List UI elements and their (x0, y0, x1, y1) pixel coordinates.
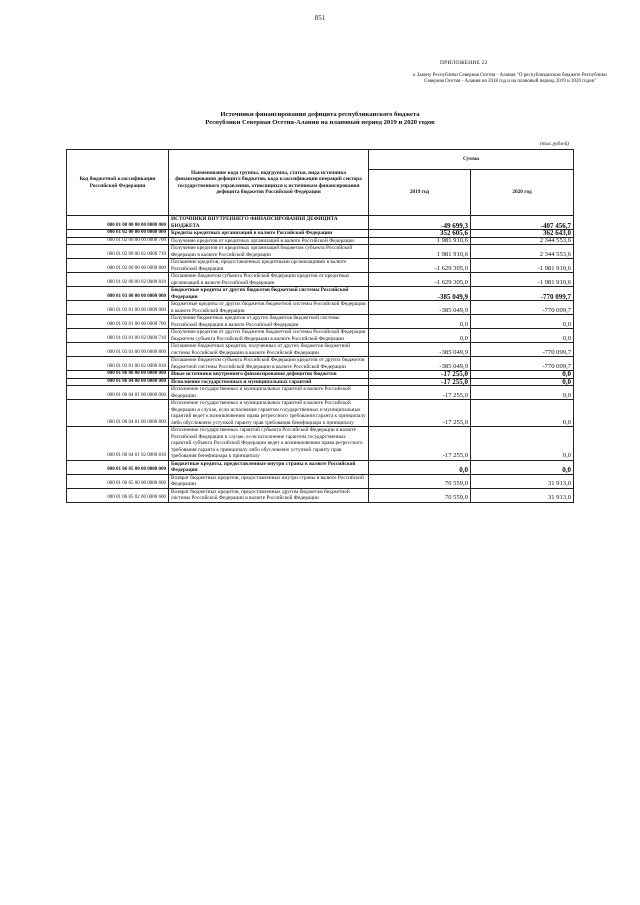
page-number: 851 (314, 14, 326, 22)
row-value-2019: 70 559,0 (369, 488, 471, 502)
header-name: Наименование кода группы, подгруппы, статьи, вида источника финансирования дефицита бюджетов, кода классификации операций сектора государственного управления, относящихся к источникам финансирования дефицита бюджетов Российской Федерации (169, 150, 369, 216)
row-name: Исполнение государственных и муниципальных гарантий (169, 378, 369, 386)
table-row (67, 287, 574, 301)
row-value-2020: 0,0 (471, 386, 574, 400)
row-code: 000 01 03 01 00 00 0000 700 (67, 315, 169, 329)
row-name: Возврат бюджетных кредитов, предоставленных другим бюджетам бюджетной системы Российской Федерации в валюте Российской Федерации (169, 488, 369, 502)
table-row (67, 343, 574, 357)
row-value-2020: -1 981 910,6 (471, 259, 574, 273)
row-name: Исполнение государственных и муниципальных гарантий в валюте Российской Федерации (169, 386, 369, 400)
row-name: Погашение бюджетных кредитов, полученных от других бюджетов бюджетной системы Российской Федерации в валюте Российской Федерации (169, 343, 369, 357)
row-value-2019: 0,0 (369, 329, 471, 343)
table-row (67, 378, 574, 386)
row-value-2019: 70 559,0 (369, 474, 471, 488)
table-row (67, 245, 574, 259)
row-name: Получение кредитов от кредитных организаций в валюте Российской Федерации (169, 237, 369, 245)
row-value-2019: 1 981 910,6 (369, 237, 471, 245)
row-name: Получение бюджетных кредитов от других бюджетов бюджетной системы Российской Федерации в валюте Российской Федерации (169, 315, 369, 329)
row-code: 000 01 02 00 00 00 0000 000 (67, 230, 169, 238)
row-code: 000 01 06 05 00 00 0000 600 (67, 474, 169, 488)
financing-sources-table (66, 149, 574, 503)
row-value-2019: -17 255,0 (369, 386, 471, 400)
row-name: Погашение кредитов, предоставленных кредитными организациями в валюте Российской Федерации (169, 259, 369, 273)
row-code: 000 01 06 05 02 00 0000 600 (67, 488, 169, 502)
row-value-2020: 2 344 553,6 (471, 245, 574, 259)
row-value-2019: -385 049,9 (369, 357, 471, 371)
row-code: 000 01 06 04 00 00 0000 000 (67, 378, 169, 386)
row-value-2020: 2 344 553,6 (471, 237, 574, 245)
table-row (67, 400, 574, 427)
row-name: ИСТОЧНИКИ ВНУТРЕННЕГО ФИНАНСИРОВАНИЯ ДЕФИЦИТА БЮДЖЕТА (169, 216, 369, 230)
table-row (67, 259, 574, 273)
row-name: Погашение бюджетом субъекта Российской Федерации кредитов от других бюджетов бюджетной системы Российской Федерации в валюте Российской Федерации (169, 357, 369, 371)
row-value-2019: 0,0 (369, 315, 471, 329)
row-value-2019: -49 699,3 (369, 216, 471, 230)
row-value-2019: -17 255,0 (369, 378, 471, 386)
row-value-2020: -770 099,7 (471, 287, 574, 301)
table-row (67, 329, 574, 343)
row-value-2020: -770 099,7 (471, 357, 574, 371)
row-value-2020: -770 099,7 (471, 301, 574, 315)
row-value-2020: 0,0 (471, 329, 574, 343)
row-name: Бюджетные кредиты от других бюджетов бюджетной системы Российской Федерации (169, 287, 369, 301)
row-code: 000 01 02 00 00 02 0000 710 (67, 245, 169, 259)
table-row (67, 386, 574, 400)
units-label: (тыс.рублей) (540, 141, 569, 147)
row-value-2019: -385 049,9 (369, 343, 471, 357)
row-code: 000 01 00 00 00 00 0000 000 (67, 216, 169, 230)
row-value-2019: 352 605,6 (369, 230, 471, 238)
row-value-2019: -17 255,0 (369, 427, 471, 461)
row-value-2020: 31 913,0 (471, 488, 574, 502)
row-value-2019: -17 255,0 (369, 400, 471, 427)
law-reference: к Закону Республики Северная Осетия - Алания "О республиканском бюджете Республики Северная Осетия - Алания на 2018 год и на плановый период 2019 и 2020 годов" (413, 73, 607, 85)
header-sum: Сумма (369, 150, 574, 170)
row-code: 000 01 06 04 01 02 0000 810 (67, 427, 169, 461)
row-value-2019: -385 049,9 (369, 301, 471, 315)
table-row (67, 474, 574, 488)
row-code: 000 01 06 04 01 00 0000 000 (67, 386, 169, 400)
row-value-2020: -407 456,7 (471, 216, 574, 230)
row-name: Погашение бюджетом субъекта Российской Федерации кредитов от кредитных организаций в валюте Российской Федерации (169, 273, 369, 287)
row-name: Получение кредитов от других бюджетов бюджетной системы Российской Федерации бюджетом субъекта Российской Федерации в валюте Российской Федерации (169, 329, 369, 343)
row-value-2020: 0,0 (471, 371, 574, 379)
table-row (67, 371, 574, 379)
row-code: 000 01 03 00 00 00 0000 000 (67, 287, 169, 301)
row-value-2020: 0,0 (471, 315, 574, 329)
header-year-2020: 2020 год (471, 170, 574, 216)
row-code: 000 01 06 00 00 00 0000 000 (67, 371, 169, 379)
row-code: 000 01 02 00 00 02 0000 810 (67, 273, 169, 287)
row-value-2019: 0,0 (369, 460, 471, 474)
header-year-2019: 2019 год (369, 170, 471, 216)
row-name: Бюджетные кредиты от других бюджетов бюджетной системы Российской Федерации в валюте Российской Федерации (169, 301, 369, 315)
row-value-2019: -17 255,0 (369, 371, 471, 379)
title-line-1: Источники финансирования дефицита республиканского бюджета (220, 111, 420, 118)
row-value-2020: -770 099,7 (471, 343, 574, 357)
appendix-label: ПРИЛОЖЕНИЕ 22 (440, 60, 488, 66)
row-code: 000 01 06 05 00 00 0000 000 (67, 460, 169, 474)
row-name: Исполнение государственных и муниципальных гарантий в валюте Российской Федерации в случае, если исполнение гарантом государственных и муниципальных гарантий ведет к возникновению права регрессного требования гаранта к принципалу либо обусловлено уступкой гаранту прав требования бенефициара к принципалу (169, 400, 369, 427)
row-code: 000 01 02 00 00 00 0000 800 (67, 259, 169, 273)
row-code: 000 01 03 01 00 02 0000 810 (67, 357, 169, 371)
title-line-2: Республики Северная Осетия-Алания на плановый период 2019 и 2020 годов (205, 119, 435, 127)
row-value-2020: -1 981 910,6 (471, 273, 574, 287)
row-code: 000 01 02 00 00 00 0000 700 (67, 237, 169, 245)
row-value-2019: -1 629 305,0 (369, 273, 471, 287)
table-row (67, 216, 574, 230)
row-value-2020: 0,0 (471, 378, 574, 386)
row-value-2020: 0,0 (471, 460, 574, 474)
header-code: Код бюджетной классификации Российской Федерации (67, 150, 169, 216)
row-name: Иные источники внутреннего финансирования дефицитов бюджетов (169, 371, 369, 379)
row-value-2020: 362 643,0 (471, 230, 574, 238)
row-value-2020: 31 913,0 (471, 474, 574, 488)
row-value-2020: 0,0 (471, 427, 574, 461)
row-code: 000 01 06 04 01 00 0000 800 (67, 400, 169, 427)
row-code: 000 01 03 01 00 02 0000 710 (67, 329, 169, 343)
row-value-2019: -1 629 305,0 (369, 259, 471, 273)
document-title (70, 111, 570, 128)
table-row (67, 230, 574, 238)
table-row (67, 301, 574, 315)
table-row (67, 427, 574, 461)
row-name: Бюджетные кредиты, предоставленные внутри страны в валюте Российской Федерации (169, 460, 369, 474)
row-value-2019: 1 981 910,6 (369, 245, 471, 259)
table-row (67, 488, 574, 502)
table-row (67, 460, 574, 474)
row-value-2020: 0,0 (471, 400, 574, 427)
table-row (67, 315, 574, 329)
table-row (67, 357, 574, 371)
row-value-2019: -385 049,9 (369, 287, 471, 301)
row-code: 000 01 03 01 00 00 0000 000 (67, 301, 169, 315)
row-code: 000 01 03 01 00 00 0000 800 (67, 343, 169, 357)
row-name: Возврат бюджетных кредитов, предоставленных внутри страны в валюте Российской Федерации (169, 474, 369, 488)
row-name: Кредиты кредитных организаций в валюте Российской Федерации (169, 230, 369, 238)
row-name: Получение кредитов от кредитных организаций бюджетом субъекта Российской Федерации в валюте Российской Федерации (169, 245, 369, 259)
row-name: Исполнение государственных гарантий субъекта Российской Федерации в валюте Российской Федерации в случае, если исполнение гарантом государственных гарантий субъекта Российской Федерации ведет к возникновению права регрессного требования гаранта к принципалу либо обусловлено уступкой гаранту прав требования бенефициара к принципалу (169, 427, 369, 461)
table-row (67, 273, 574, 287)
table-row (67, 237, 574, 245)
